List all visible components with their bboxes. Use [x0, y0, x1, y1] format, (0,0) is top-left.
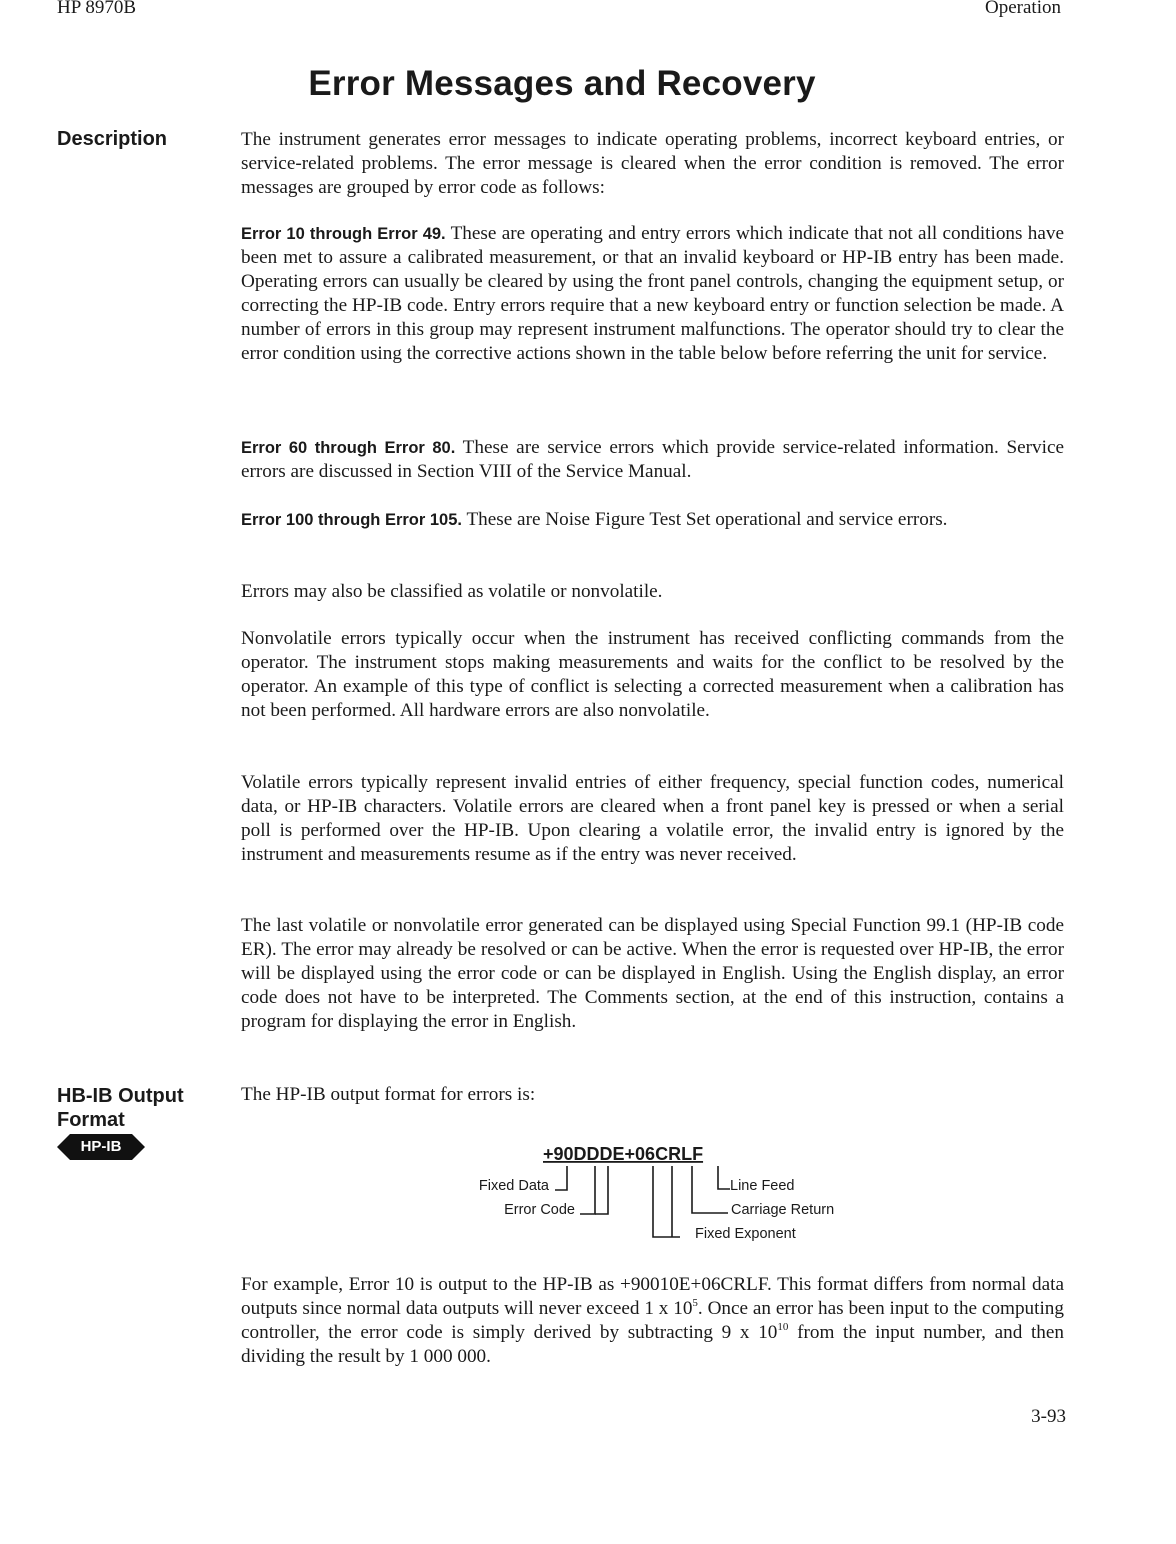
last-error-paragraph [241, 914, 1064, 1034]
header-section: Operation [985, 0, 1061, 18]
output-format-label [57, 1084, 184, 1132]
description-label: Description [57, 128, 168, 150]
output-format-intro [241, 1083, 1064, 1107]
last-error-text: The last volatile or nonvolatile error generated can be displayed using Special Function 99.1 (HP-IB code ER). The error may already be resolved or can be active. When the error is requested over HP-IB, the error will be displayed using the error code or can be displayed in English. Using the English display, an error code does not have to be interpreted. The Comments section, at the end of this instruction, contains a program for displaying the error in English. [241, 915, 1064, 1032]
example-text-2: . Once an error has been input to the computing controller, the error code is simply derived by subtracting 9 x 10 [241, 1298, 1064, 1343]
nonvolatile-text: Nonvolatile errors typically occur when the instrument has received conflicting commands from the operator. The instrument stops making measurements and waits for the conflict to be resolved by the operator. An example of this type of conflict is selecting a corrected measurement when a calibration has not been performed. All hardware errors are also nonvolatile. [241, 628, 1064, 721]
group-2-lead: Error 60 through Error 80. [241, 439, 456, 457]
output-format-label-line2: Format [57, 1109, 125, 1131]
format-string: +90DDDE+06CRLF [543, 1144, 704, 1164]
volatile-paragraph [241, 771, 1064, 867]
classified-text: Errors may also be classified as volatile or nonvolatile. [241, 581, 663, 602]
hp-ib-badge [57, 1134, 145, 1160]
example-text-3: from the input number, and then dividing the result by 1 000 000. [241, 1322, 1065, 1367]
page-number: 3-93 [1031, 1406, 1066, 1427]
intro-paragraph: The instrument generates error messages to indicate operating problems, incorrect keyboard entries, or service-related problems. The error message is cleared when the error condition is removed. The error messages are grouped by error code as follows: [241, 129, 1064, 198]
hp-ib-badge-label: HP-IB [80, 1138, 122, 1155]
group-2-paragraph [241, 436, 1064, 484]
error-code-leader-left [580, 1166, 595, 1214]
fixed-data-label: Fixed Data [478, 1178, 549, 1194]
classified-paragraph [241, 580, 1064, 604]
error-code-label: Error Code [504, 1202, 575, 1218]
line-feed-label: Line Feed [730, 1178, 795, 1194]
example-sup-1: 5 [692, 1297, 698, 1309]
nonvolatile-paragraph [241, 627, 1064, 723]
example-text-1: For example, Error 10 is output to the HP-IB as +90010E+06CRLF. This format differs from normal data outputs since normal data outputs will never exceed 1 x 10 [241, 1274, 1064, 1319]
volatile-text: Volatile errors typically represent invalid entries of either frequency, special function codes, numerical data, or HP-IB characters. Volatile errors are cleared when a front panel key is pressed or when a serial poll is performed over the HP-IB. Upon clearing a volatile error, the invalid entry is ignored by the instrument and measurements resume as if the entry was never received. [241, 772, 1064, 865]
page-title: Error Messages and Recovery [308, 64, 816, 103]
example-paragraph [241, 1273, 1064, 1369]
description-intro [241, 128, 1064, 200]
diagram-leaders [555, 1166, 730, 1237]
fixed-exponent-label: Fixed Exponent [695, 1226, 796, 1242]
header-model: HP 8970B [57, 0, 137, 18]
group-1-lead: Error 10 through Error 49. [241, 225, 446, 243]
fixed-exponent-leader-left [653, 1166, 680, 1237]
carriage-return-label: Carriage Return [731, 1202, 835, 1218]
group-3-paragraph [241, 508, 1064, 532]
group-1-paragraph [241, 222, 1064, 366]
output-format-intro-text: The HP-IB output format for errors is: [241, 1084, 536, 1105]
carriage-return-leader [692, 1166, 728, 1213]
output-format-label-line1: HB-IB Output [57, 1085, 184, 1107]
example-sup-2: 10 [777, 1321, 789, 1333]
fixed-data-leader [555, 1166, 567, 1190]
error-code-leader-right [595, 1166, 608, 1214]
group-3-text: These are Noise Figure Test Set operational and service errors. [462, 509, 948, 530]
group-1-text: These are operating and entry errors which indicate that not all conditions have been met to assure a calibrated measurement, or that an invalid keyboard or HP-IB entry has been made. Operating errors can usually be cleared by using the front panel controls, changing the equipment setup, or correcting the HP-IB code. Entry errors require that a new keyboard entry or function selection be made. A number of errors in this group may represent instrument malfunctions. The operator should try to clear the error condition using the corrective actions shown in the table below before referring the unit for service. [241, 223, 1064, 364]
group-2-text: These are service errors which provide service-related information. Service errors are discussed in Section VIII of the Service Manual. [241, 437, 1064, 482]
group-3-lead: Error 100 through Error 105. [241, 511, 462, 529]
line-feed-leader [718, 1166, 730, 1189]
